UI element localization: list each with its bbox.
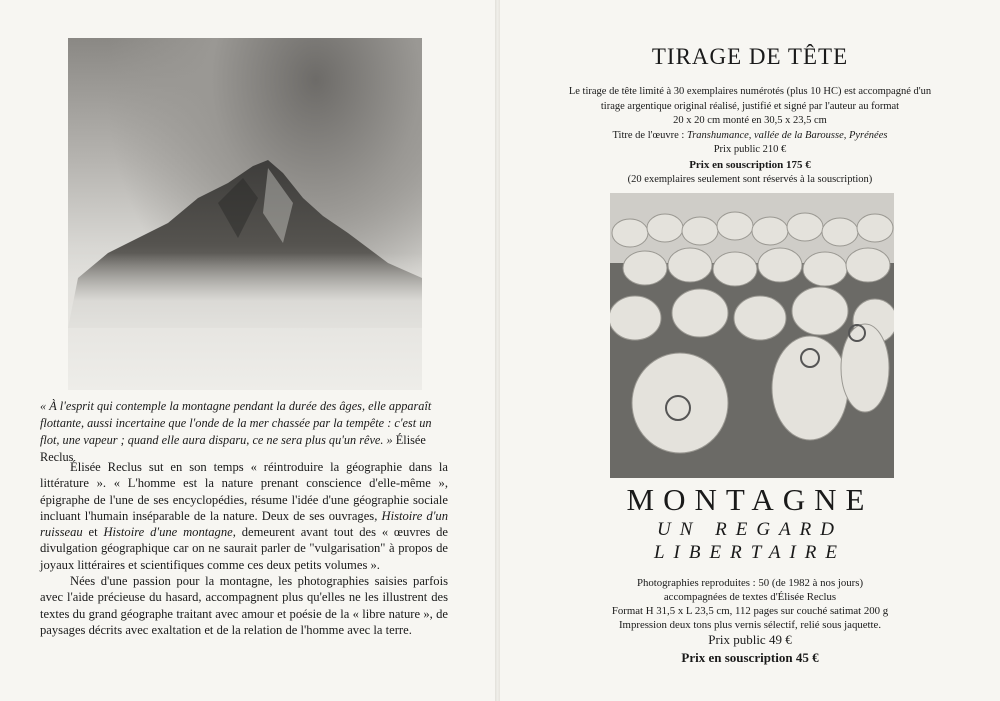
- tirage-info: [520, 85, 980, 187]
- mountain-photo: [68, 38, 422, 390]
- info-line-1: Le tirage de tête limité à 30 exemplaires numérotés (plus 10 HC) est accompagné d'un: [568, 86, 932, 97]
- reclus-quote: [40, 398, 448, 466]
- info-line-2: tirage argentique original réalisé, justifié et signé par l'auteur au format: [600, 100, 900, 112]
- sheep-photo: [610, 193, 894, 478]
- specs-line-1: Photographies reproduites : 50 (de 1982 à nos jours): [636, 577, 864, 589]
- info-line-3: 20 x 20 cm monté en 30,5 x 23,5 cm: [673, 115, 827, 127]
- info-subscription-price: Prix en souscription 175 €: [689, 158, 811, 171]
- info-public-price: Prix public 210 €: [713, 144, 787, 156]
- book-title-ruisseau: Histoire d'un ruisseau: [40, 508, 448, 540]
- paragraph-2: Nées d'une passion pour la montagne, les photographies saisies parfois avec l'aide précieuse du hasard, accompagnent plus qu'elles ne les illustrent des textes du grand géographe traitant avec amour et poésie de la « libre nature », de paysages décrits avec exaltation et de la relation de l'homme avec la terre.: [40, 574, 448, 637]
- right-page: [500, 0, 1000, 701]
- price-public: Prix public 49 €: [708, 632, 792, 647]
- specs-line-4: Impression deux tons plus vernis sélectif, relié sous jaquette.: [618, 619, 882, 631]
- price-subscription: Prix en souscription 45 €: [681, 650, 819, 665]
- book-specs: [520, 576, 980, 632]
- work-title-label: Titre de l'œuvre :: [612, 129, 687, 141]
- paragraph-1-and: et: [82, 525, 104, 540]
- tirage-title: TIRAGE DE TÊTE: [651, 44, 849, 69]
- info-reserved: (20 exemplaires seulement sont réservés à la souscription): [627, 173, 873, 185]
- quote-text: « À l'esprit qui contemple la montagne pendant la durée des âges, elle apparaît flottante, aussi incertaine que l'onde de la mer chassée par la tempête : c'est un flot, une vapeur ; quand elle aura disparu, ce ne sera plus qu'un rêve. »: [40, 399, 432, 447]
- specs-line-3: Format H 31,5 x L 23,5 cm, 112 pages sur couché satimat 200 g: [611, 605, 889, 617]
- left-page: [0, 0, 495, 701]
- work-title-value: Transhumance, vallée de la Barousse, Pyrénées: [686, 129, 888, 141]
- paragraph-1: [40, 459, 448, 573]
- body-text: [40, 459, 448, 638]
- paragraph-1-rest: , demeurent avant tout des « œuvres de divulgation géographique car on ne saurait parler de "vulgarisation" à propos de joyaux littéraires et scientifiques comme ces deux petits volumes ».: [40, 525, 449, 572]
- paragraph-1-intro: Élisée Reclus sut en son temps « réintroduire la géographie dans la littérature ». « L'homme est la nature prenant conscience d'elle-même », épigraphe de l'une de ses encyclopédies, résume l'idée d'une géographie sociale incluant l'humain inséparable de la nature. Deux de ses ouvrages,: [40, 460, 448, 523]
- book-title: MONTAGNE: [626, 482, 874, 517]
- book-subtitle-line-2: LIBERTAIRE: [653, 542, 846, 563]
- quote-author: Élisée Reclus: [40, 433, 426, 464]
- info-work-title: [520, 129, 980, 144]
- book-subtitle-line-1: UN REGARD: [656, 519, 843, 540]
- specs-line-2: accompagnées de textes d'Élisée Reclus: [663, 591, 837, 603]
- book-title-montagne: Histoire d'une montagne: [103, 525, 233, 540]
